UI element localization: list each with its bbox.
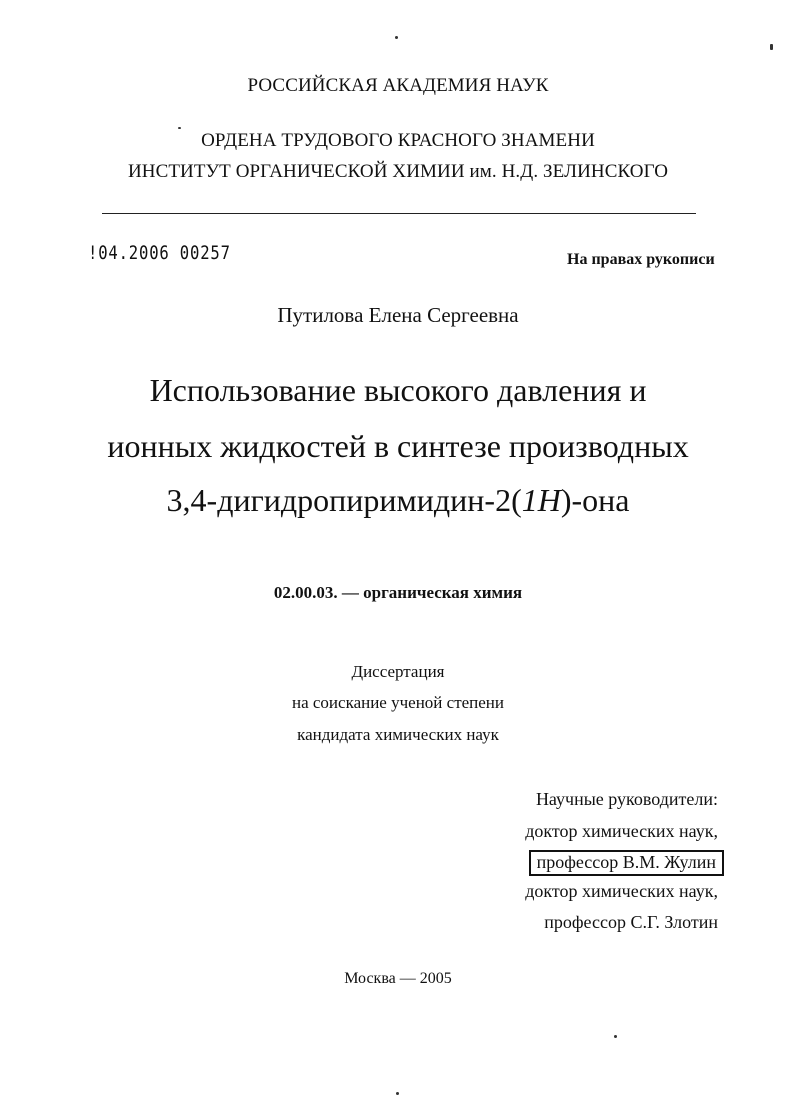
header-divider <box>102 213 696 214</box>
supervisors-heading: Научные руководители: <box>535 789 718 809</box>
scan-speck <box>178 127 181 129</box>
archive-number: !04.2006 00257 <box>88 242 231 264</box>
manuscript-rights: На правах рукописи <box>567 251 715 268</box>
title-line-3-prefix: 3,4-дигидропиримидин-2( <box>166 482 522 518</box>
title-line-3 <box>0 482 796 519</box>
supervisor-1-name-box <box>529 852 724 873</box>
dissertation-label: Диссертация <box>351 662 445 681</box>
supervisor-1-degree: доктор химических наук, <box>525 821 718 841</box>
degree-name: кандидата химических наук <box>297 725 499 744</box>
supervisor-2-name: профессор С.Г. Злотин <box>544 912 718 932</box>
title-line-1: Использование высокого давления и <box>149 372 647 408</box>
degree-purpose: на соискание ученой степени <box>291 693 505 712</box>
supervisor-1-name: профессор В.М. Жулин <box>529 850 724 876</box>
scan-speck <box>614 1035 617 1038</box>
title-line-3-italic: 1H <box>521 482 561 518</box>
supervisor-2-degree: доктор химических наук, <box>525 881 718 901</box>
city-year: Москва — 2005 <box>344 970 452 987</box>
title-line-2: ионных жидкостей в синтезе производных <box>107 428 689 464</box>
author-name: Путилова Елена Сергеевна <box>277 303 519 327</box>
scan-speck <box>770 44 773 50</box>
academy-name: РОССИЙСКАЯ АКАДЕМИЯ НАУК <box>247 75 549 96</box>
scan-speck <box>396 1092 399 1095</box>
specialty: 02.00.03. — органическая химия <box>273 583 523 602</box>
order-line: ОРДЕНА ТРУДОВОГО КРАСНОГО ЗНАМЕНИ <box>201 130 595 151</box>
institute-name: ИНСТИТУТ ОРГАНИЧЕСКОЙ ХИМИИ им. Н.Д. ЗЕЛИНСКОГО <box>127 161 669 182</box>
scan-speck <box>395 36 398 39</box>
title-line-3-suffix: )-она <box>560 482 630 518</box>
